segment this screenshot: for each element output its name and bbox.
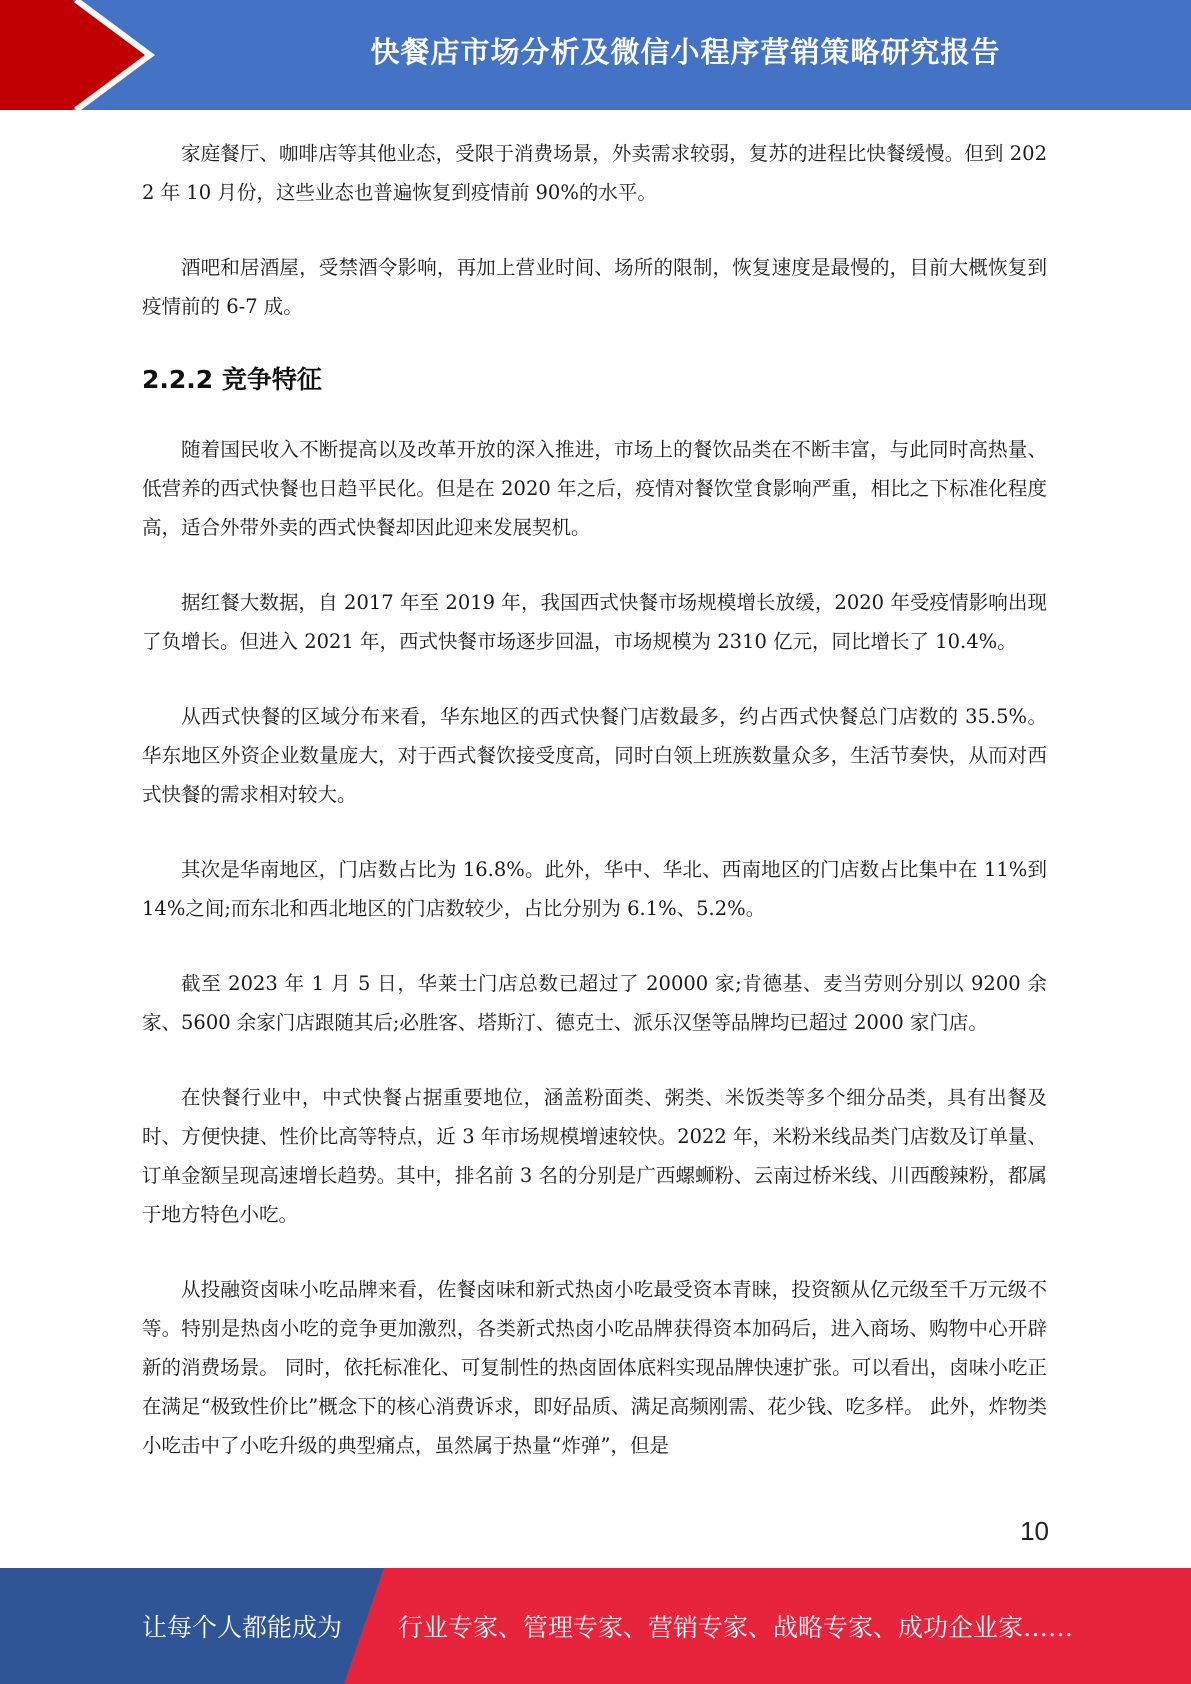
paragraph: 从投融资卤味小吃品牌来看，佐餐卤味和新式热卤小吃最受资本青睐，投资额从亿元级至千万元级不等。特别是热卤小吃的竞争更加激烈，各类新式热卤小吃品牌获得资本加码后，进入商场、购物中心开辟新的消费场景。 同时，依托标准化、可复制性的热卤固体底料实现品牌快速扩张。可以看出，卤味小吃正在满足“极致性价比”概念下的核心消费诉求，即好品质、满足高频刚需、花少钱、吃多样。 此外，炸物类小吃击中了小吃升级的典型痛点，虽然属于热量“炸弹”，但是	[142, 1278, 1047, 1457]
section-heading: 2.2.2 竞争特征	[142, 365, 322, 394]
document-body	[142, 134, 1047, 1501]
footer-slogan-left: 让每个人都能成为	[142, 1613, 343, 1642]
report-title: 快餐店市场分析及微信小程序营销策略研究报告	[370, 34, 1001, 69]
paragraph: 据红餐大数据，自 2017 年至 2019 年，我国西式快餐市场规模增长放缓，2020 年受疫情影响出现了负增长。但进入 2021 年，西式快餐市场逐步回温，市场规模为 2310 亿元，同比增长了 10.4%。	[142, 591, 1047, 653]
paragraph: 随着国民收入不断提高以及改革开放的深入推进，市场上的餐饮品类在不断丰富，与此同时高热量、低营养的西式快餐也日趋平民化。但是在 2020 年之后，疫情对餐饮堂食影响严重，相比之下标准化程度高，适合外带外卖的西式快餐却因此迎来发展契机。	[142, 438, 1047, 539]
paragraph: 在快餐行业中，中式快餐占据重要地位，涵盖粉面类、粥类、米饭类等多个细分品类，具有出餐及时、方便快捷、性价比高等特点，近 3 年市场规模增速较快。2022 年，米粉米线品类门店数及订单量、订单金额呈现高速增长趋势。其中，排名前 3 名的分别是广西螺蛳粉、云南过桥米线、川西酸辣粉，都属于地方特色小吃。	[142, 1086, 1047, 1226]
page-number: 10	[1020, 1516, 1049, 1546]
footer-slogan-right: 行业专家、管理专家、营销专家、战略专家、成功企业家……	[398, 1613, 1074, 1642]
paragraph: 截至 2023 年 1 月 5 日，华莱士门店总数已超过了 20000 家;肯德基、麦当劳则分别以 9200 余家、5600 余家门店跟随其后;必胜客、塔斯汀、德克士、派乐汉堡等品牌均已超过 2000 家门店。	[142, 972, 1047, 1034]
paragraph: 酒吧和居酒屋，受禁酒令影响，再加上营业时间、场所的限制，恢复速度是最慢的，目前大概恢复到疫情前的 6-7 成。	[142, 256, 1047, 318]
paragraph: 从西式快餐的区域分布来看，华东地区的西式快餐门店数最多，约占西式快餐总门店数的 35.5%。华东地区外资企业数量庞大，对于西式餐饮接受度高，同时白领上班族数量众多，生活节奏快，从而对西式快餐的需求相对较大。	[142, 705, 1047, 806]
page-footer	[0, 1568, 1191, 1684]
paragraph: 家庭餐厅、咖啡店等其他业态，受限于消费场景，外卖需求较弱，复苏的进程比快餐缓慢。但到 2022 年 10 月份，这些业态也普遍恢复到疫情前 90%的水平。	[142, 142, 1047, 204]
paragraph: 其次是华南地区，门店数占比为 16.8%。此外，华中、华北、西南地区的门店数占比集中在 11%到 14%之间;而东北和西北地区的门店数较少，占比分别为 6.1%、5.2%。	[142, 858, 1047, 920]
page-header	[0, 0, 1191, 110]
